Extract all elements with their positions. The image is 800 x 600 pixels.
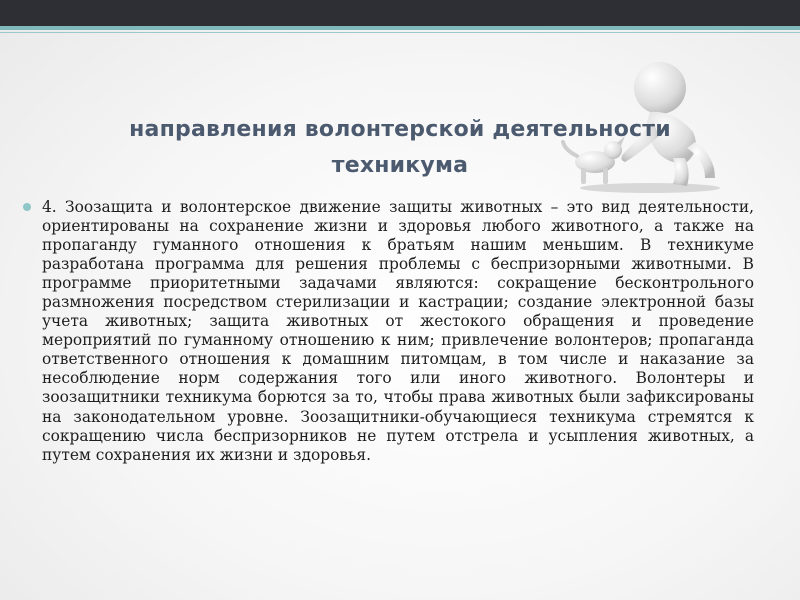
accent-line — [0, 32, 800, 33]
slide-title: направления волонтерской деятельности техникума — [129, 117, 671, 178]
accent-stripe — [0, 26, 800, 30]
top-bar — [0, 0, 800, 26]
body-paragraph: 4. Зоозащита и волонтерское движение защиты животных – это вид деятельности, ориентированы на сохранение жизни и здоровья любого животного, а также на пропаганду гуманного отношения к братьям нашим меньшим. В техникуме разработана программа для решения проблемы с беспризорными животными. В программе приоритетными задачами являются: сокращение бесконтрольного размножения посредством стерилизации и кастрации; создание электронной базы учета животных; защита животных от жестокого обращения и проведение мероприятий по гуманному отношению к ним; привлечение волонтеров; пропаганда ответственного отношения к домашним питомцам, в том числе и наказание за несоблюдение норм содержания того или иного животного. Волонтеры и зоозащитники техникума борются за то, чтобы права животных были зафиксированы на законодательном уровне. Зоозащитники-обучающиеся техникума стремятся к сокращению числа беспризорников не путем отстрела и усыпления животных, а путем сохранения их жизни и здоровья. — [42, 198, 754, 464]
bullet-marker — [23, 203, 31, 211]
